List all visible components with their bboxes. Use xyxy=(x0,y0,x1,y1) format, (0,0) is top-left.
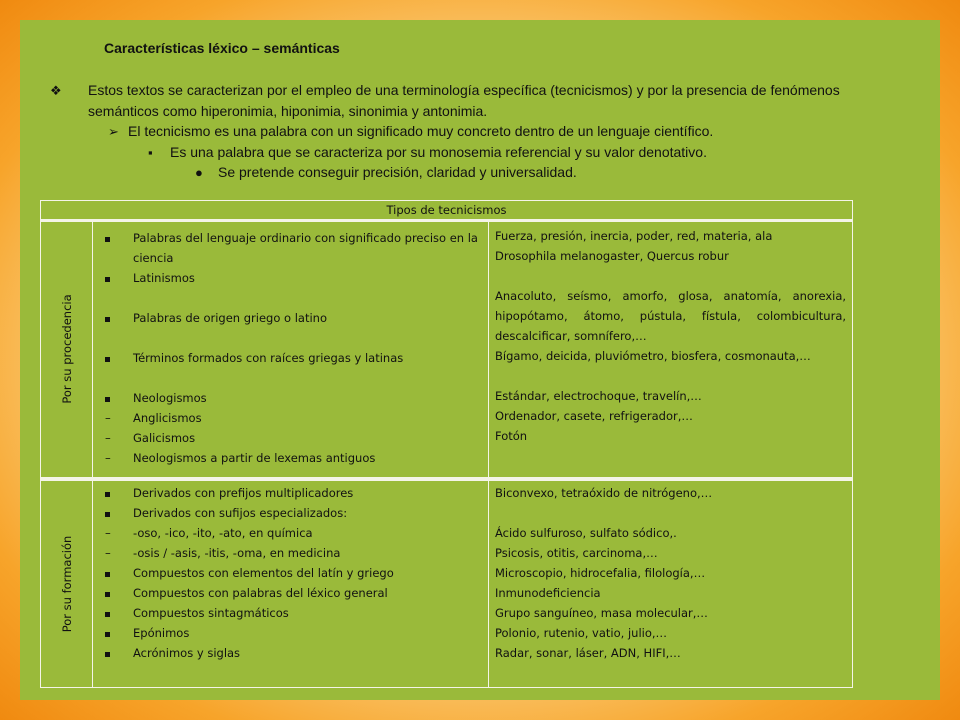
square-bullet-icon: ▪ xyxy=(148,145,153,160)
table-header: Tipos de tecnicismos xyxy=(41,201,853,221)
square-bullet-icon xyxy=(105,592,110,597)
square-bullet-icon xyxy=(105,317,110,322)
dash-bullet-icon: – xyxy=(105,431,111,445)
spacer xyxy=(93,328,488,348)
intro-line-3: El tecnicismo es una palabra con un significado muy concreto dentro de un lenguaje científico. xyxy=(128,123,714,139)
list-item: Palabras de origen griego o latino xyxy=(93,308,488,328)
square-bullet-icon xyxy=(105,612,110,617)
slide-title: Características léxico – semánticas xyxy=(104,40,340,56)
example-text: Polonio, rutenio, vatio, julio,… xyxy=(495,625,668,640)
square-bullet-icon xyxy=(105,397,110,402)
example-text: Radar, sonar, láser, ADN, HIFI,… xyxy=(495,645,681,660)
list-item: Latinismos xyxy=(93,268,488,288)
example-text: Grupo sanguíneo, masa molecular,… xyxy=(495,605,708,620)
example-text: Psicosis, otitis, carcinoma,… xyxy=(495,545,658,560)
formacion-examples-cell xyxy=(489,479,853,688)
tecnicismos-table xyxy=(40,200,853,688)
square-bullet-icon xyxy=(105,572,110,577)
example-text: Inmunodeficiencia xyxy=(495,585,601,600)
dot-bullet-icon: ● xyxy=(195,165,203,180)
list-item: Epónimos xyxy=(93,623,488,643)
dash-bullet-icon: – xyxy=(105,411,111,425)
list-item: Neologismos xyxy=(93,388,488,408)
square-bullet-icon xyxy=(105,492,110,497)
example-text: Biconvexo, tetraóxido de nitrógeno,… xyxy=(495,485,713,500)
list-item: Compuestos con elementos del latín y griego xyxy=(93,563,488,583)
square-bullet-icon xyxy=(105,277,110,282)
row-label-formacion: Por su formación xyxy=(41,479,93,688)
square-bullet-icon xyxy=(105,652,110,657)
square-bullet-icon xyxy=(105,632,110,637)
example-text: Anacoluto, seísmo, amorfo, glosa, anatomía, anorexia, hipopótamo, átomo, pústula, fístula, colombicultura, descalcificar, somnífero,… xyxy=(495,289,847,343)
procedencia-types-cell xyxy=(93,221,489,479)
example-text: Microscopio, hidrocefalia, filología,… xyxy=(495,565,706,580)
list-item: – Galicismos xyxy=(93,428,488,448)
list-item: Términos formados con raíces griegas y latinas xyxy=(93,348,488,368)
example-text: Drosophila melanogaster, Quercus robur xyxy=(495,249,729,263)
list-item: Acrónimos y siglas xyxy=(93,643,488,663)
list-item: – Anglicismos xyxy=(93,408,488,428)
dash-bullet-icon: – xyxy=(105,525,111,540)
list-item: Derivados con prefijos multiplicadores xyxy=(93,483,488,503)
dash-bullet-icon: – xyxy=(105,451,111,465)
example-text: Ácido sulfuroso, sulfato sódico,. xyxy=(495,525,677,540)
intro-line-2: semánticos como hiperonimia, hiponimia, sinonimia y antonimia. xyxy=(88,103,488,119)
intro-line-4: Es una palabra que se caracteriza por su monosemia referencial y su valor denotativo. xyxy=(170,144,707,160)
example-text: Estándar, electrochoque, travelín,… xyxy=(495,389,702,403)
diamond-bullet-icon: ❖ xyxy=(50,83,62,98)
square-bullet-icon xyxy=(105,237,110,242)
list-item: Compuestos con palabras del léxico general xyxy=(93,583,488,603)
list-item: Palabras del lenguaje ordinario con significado preciso en la ciencia xyxy=(93,228,488,268)
spacer xyxy=(93,368,488,388)
formacion-types-cell xyxy=(93,479,489,688)
arrow-bullet-icon: ➢ xyxy=(108,124,119,139)
square-bullet-icon xyxy=(105,357,110,362)
list-item: – -osis / -asis, -itis, -oma, en medicina xyxy=(93,543,488,563)
row-label-procedencia: Por su procedencia xyxy=(41,221,93,479)
square-bullet-icon xyxy=(105,512,110,517)
example-text: Ordenador, casete, refrigerador,… xyxy=(495,409,693,423)
dash-bullet-icon: – xyxy=(105,545,111,560)
list-item: – -oso, -ico, -ito, -ato, en química xyxy=(93,523,488,543)
intro-line-1: Estos textos se caracterizan por el empleo de una terminología específica (tecnicismos) y por la presencia de fenómenos xyxy=(88,82,840,98)
procedencia-examples-cell xyxy=(489,221,853,479)
list-item: Derivados con sufijos especializados: xyxy=(93,503,488,523)
example-text: Fuerza, presión, inercia, poder, red, materia, ala xyxy=(495,229,773,243)
example-text: Fotón xyxy=(495,429,528,443)
example-text: Bígamo, deicida, pluviómetro, biosfera, cosmonauta,… xyxy=(495,349,811,363)
spacer xyxy=(93,288,488,308)
list-item: – Neologismos a partir de lexemas antiguos xyxy=(93,448,488,468)
intro-line-5: Se pretende conseguir precisión, claridad y universalidad. xyxy=(218,164,577,180)
list-item: Compuestos sintagmáticos xyxy=(93,603,488,623)
